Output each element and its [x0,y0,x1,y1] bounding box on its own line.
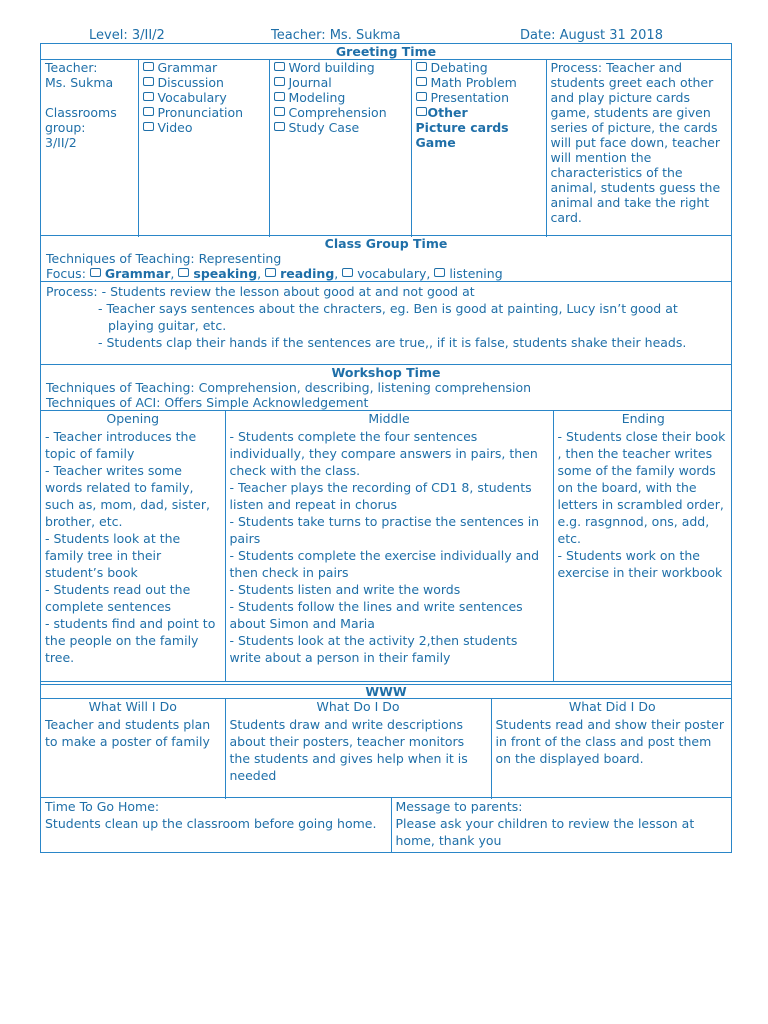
activity-option[interactable]: Word building [274,60,407,75]
process-line: Process: - Students review the lesson about good at and not good at [46,284,475,299]
checkbox-icon[interactable] [434,268,445,277]
checkbox-icon[interactable] [416,62,427,71]
checkbox-icon[interactable] [342,268,353,277]
www-title: WWW [41,684,731,699]
activity-option[interactable]: Video [143,120,265,135]
class-group-process [41,282,731,351]
info-line [45,90,134,105]
checkbox-icon[interactable] [143,92,154,101]
checkbox-icon[interactable] [143,122,154,131]
list-item: - Students listen and write the words [229,582,461,597]
other-detail: Picture cards [415,120,509,135]
activity-option[interactable]: Modeling [274,90,407,105]
focus-option[interactable]: vocabulary, [342,266,430,281]
focus-option[interactable]: speaking, [178,266,261,281]
info-line: 3/II/2 [45,135,77,150]
info-line: Ms. Sukma [45,75,114,90]
will-header: What Will I Do [88,699,177,714]
ending-header: Ending [553,411,733,428]
activity-option[interactable]: Journal [274,75,407,90]
workshop-techniques-aci: Techniques of ACI: Offers Simple Acknowledgement [41,395,731,411]
checkbox-icon[interactable] [178,268,189,277]
class-group-title: Class Group Time [324,236,448,251]
info-line: Classrooms [45,105,117,120]
activity-option[interactable]: Presentation [416,90,542,105]
activity-option[interactable]: Comprehension [274,105,407,120]
checkbox-icon[interactable] [274,92,285,101]
do-text: Students draw and write descriptions about their posters, teacher monitors the students and gives help when it is needed [225,716,491,799]
checkbox-icon[interactable] [416,107,427,116]
other-detail: Game [415,135,456,150]
checkbox-icon[interactable] [274,122,285,131]
greeting-title: Greeting Time [41,44,731,60]
list-item: - Teacher introduces the topic of family [45,429,197,461]
activity-option[interactable]: Study Case [274,120,407,135]
list-item: - Teacher plays the recording of CD1 8, students listen and repeat in chorus [229,480,532,512]
checkbox-icon[interactable] [265,268,276,277]
middle-header: Middle [225,411,553,428]
class-group-techniques: Techniques of Teaching: Representing [46,251,282,266]
ending-column [553,428,733,681]
focus-option[interactable]: listening [434,266,502,281]
activity-option[interactable]: Math Problem [416,75,542,90]
class-group-section [40,236,732,365]
time-to-go-home-text: Students clean up the classroom before going home. [45,816,377,831]
focus-option[interactable]: reading, [265,266,338,281]
opening-column [41,428,225,681]
workshop-section [40,365,732,682]
checkbox-icon[interactable] [416,77,427,86]
checkbox-icon[interactable] [274,62,285,71]
list-item: - Students take turns to practise the sentences in pairs [229,514,540,546]
activity-column-1 [138,60,269,237]
message-to-parents-head: Message to parents: [395,799,523,814]
list-item: - Students complete the four sentences individually, they compare answers in pairs, then check with the class. [229,429,538,478]
time-to-go-home-head: Time To Go Home: [45,799,160,814]
workshop-title: Workshop Time [331,365,441,380]
opening-header: Opening [106,411,160,426]
www-section [40,682,732,798]
greeting-info-cell [41,60,138,237]
teacher-label: Teacher: Ms. Sukma [271,28,401,43]
message-to-parents-text: Please ask your children to review the lesson at home, thank you [395,816,695,848]
activity-option[interactable]: Debating [416,60,542,75]
greeting-process: Process: Teacher and students greet each other and play picture cards game, students are given series of picture, the cards will put face down, teacher will mention the characteristics of the animal, students guess the animal and take the right card. [546,60,733,237]
checkbox-icon[interactable] [274,77,285,86]
will-text: Teacher and students plan to make a poster of family [45,717,211,749]
checkbox-icon[interactable] [143,62,154,71]
checkbox-icon[interactable] [143,77,154,86]
list-item: - Students close their book , then the teacher writes some of the family words on the board, with the letters in scrambled order, e.g. rasgnnod, ons, add, etc. [557,429,726,546]
list-item: - Students complete the exercise individually and then check in pairs [229,548,540,580]
time-to-go-home-cell [41,798,391,852]
activity-option[interactable]: Discussion [143,75,265,90]
activity-column-2 [269,60,411,237]
did-header: What Did I Do [491,699,733,716]
checkbox-icon[interactable] [416,92,427,101]
activity-option[interactable]: Grammar [143,60,265,75]
activity-option-other[interactable]: Other [416,105,542,120]
focus-label: Focus: [46,266,86,281]
checkbox-icon[interactable] [90,268,101,277]
message-to-parents-cell [391,798,733,852]
greeting-section [40,43,732,236]
activity-option[interactable]: Pronunciation [143,105,265,120]
checkbox-icon[interactable] [274,107,285,116]
activity-option[interactable]: Vocabulary [143,90,265,105]
list-item: - Students work on the exercise in their workbook [557,548,723,580]
list-item: - Students follow the lines and write sentences about Simon and Maria [229,599,523,631]
list-item: - Students look at the activity 2,then students write about a person in their family [229,633,518,665]
focus-line [41,266,731,282]
info-line: Teacher: [45,60,98,75]
info-line: group: [45,120,86,135]
middle-column [225,428,553,681]
list-item: - Students look at the family tree in their student’s book [45,531,181,580]
list-item: - Teacher writes some words related to family, such as, mom, dad, sister, brother, etc. [45,463,210,529]
process-line: - Teacher says sentences about the chracters, eg. Ben is good at painting, Lucy isn’t good at playing guitar, etc. [98,301,678,333]
did-text: Students read and show their poster in front of the class and post them on the displayed board. [491,716,733,799]
checkbox-icon[interactable] [143,107,154,116]
process-line: - Students clap their hands if the sentences are true,, if it is false, students shake their heads. [98,335,687,350]
home-section [40,798,732,853]
level-label: Level: 3/II/2 [89,28,165,43]
do-header: What Do I Do [225,699,491,716]
date-label: Date: August 31 2018 [520,28,663,43]
workshop-techniques-teaching: Techniques of Teaching: Comprehension, describing, listening comprehension [46,380,532,395]
list-item: - students find and point to the people on the family tree. [45,616,216,665]
list-item: - Students read out the complete sentences [45,582,191,614]
activity-column-3 [411,60,546,237]
focus-option[interactable]: Grammar, [90,266,175,281]
